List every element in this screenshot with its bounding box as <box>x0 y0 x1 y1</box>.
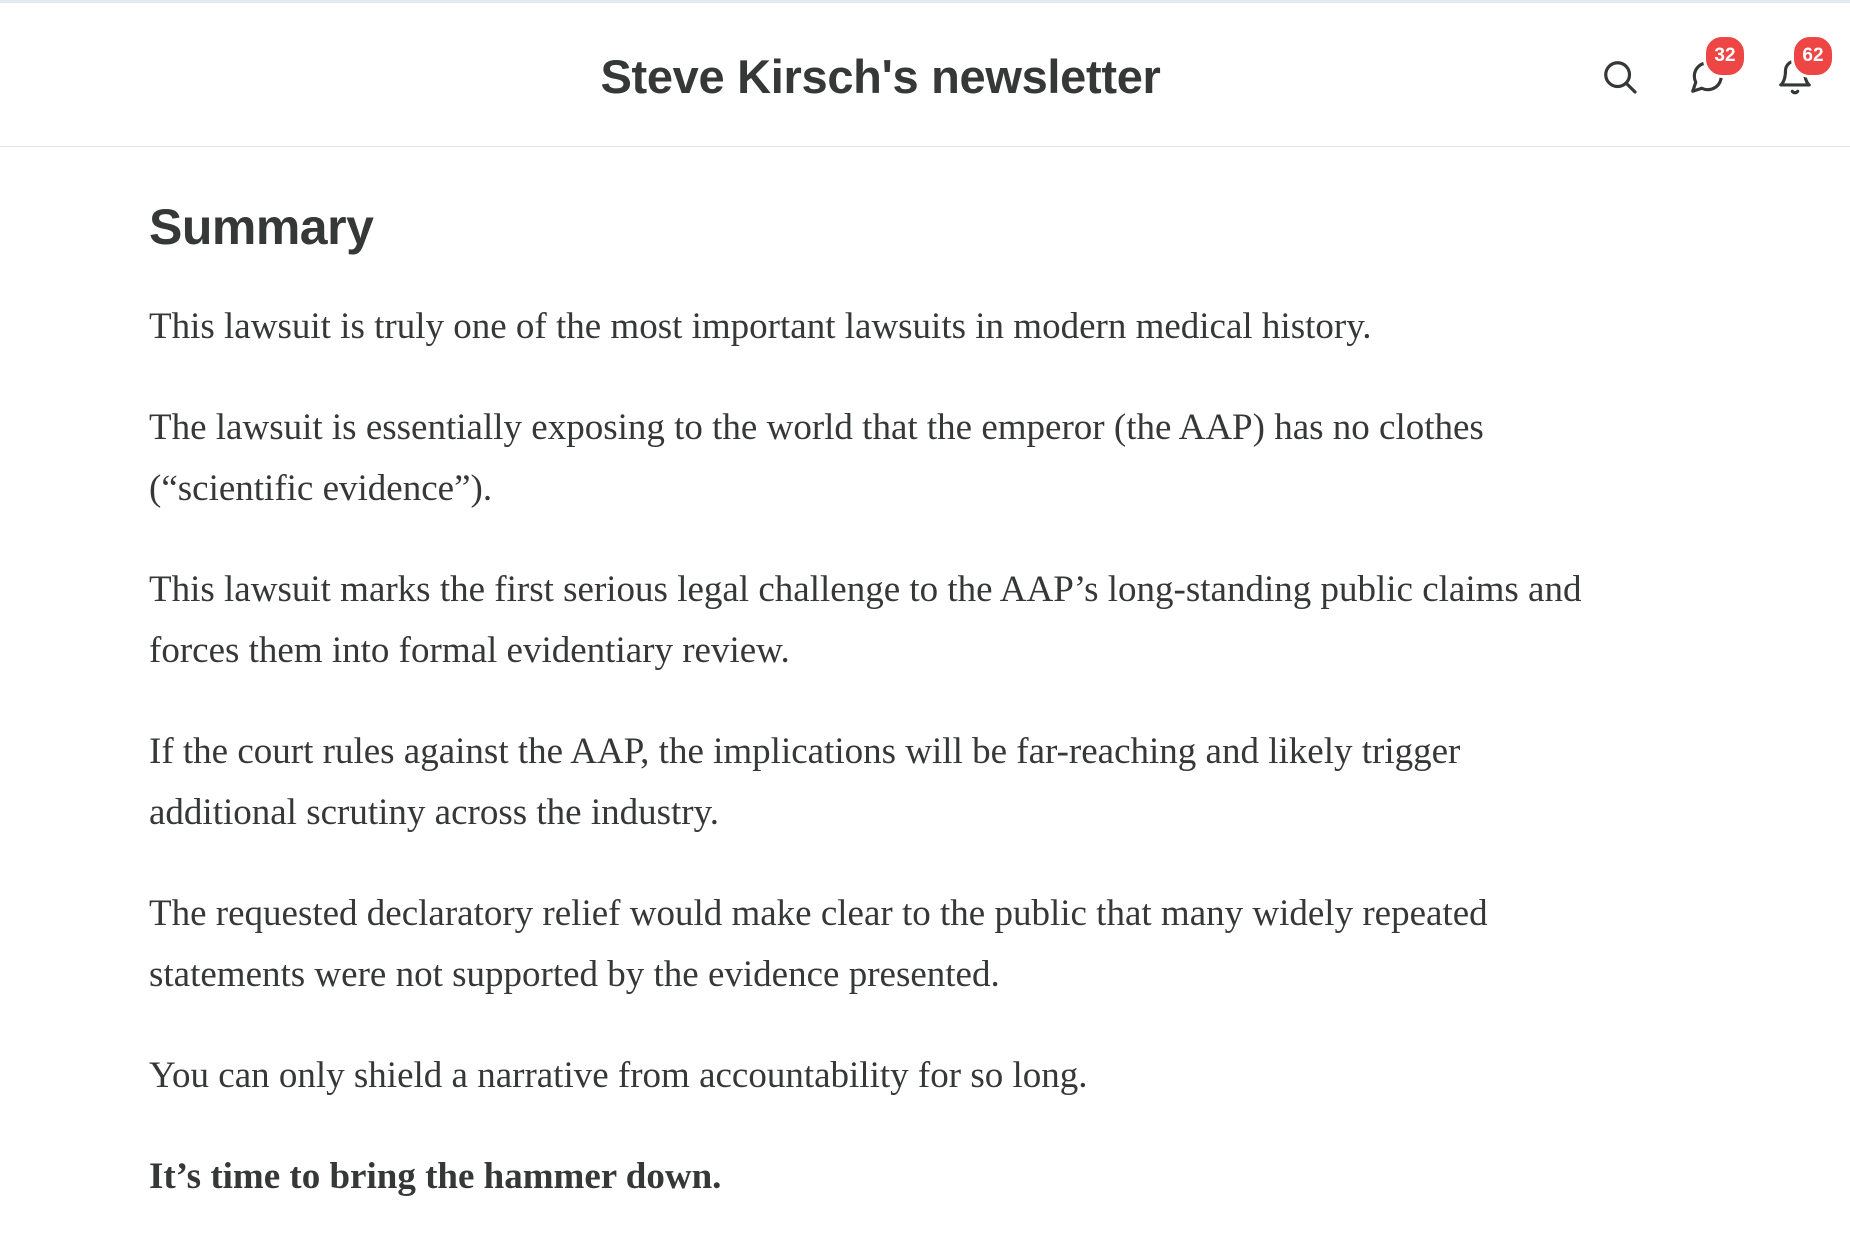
closing-statement: It’s time to bring the hammer down. <box>149 1156 722 1197</box>
paragraph-5: The requested declaratory relief would make clear to the public that many widely repeated statements were not supported by the evidence presented. <box>149 893 1488 995</box>
search-button[interactable] <box>1592 49 1648 105</box>
paragraph-6: You can only shield a narrative from accountability for so long. <box>149 1055 1088 1096</box>
search-icon <box>1601 58 1639 96</box>
article-body <box>149 196 1609 1247</box>
paragraph-4: If the court rules against the AAP, the implications will be far-reaching and likely trigger additional scrutiny across the industry. <box>149 731 1461 833</box>
chat-badge: 32 <box>1703 34 1747 78</box>
paragraph-3: This lawsuit marks the first serious legal challenge to the AAP’s long-standing public claims and forces them into formal evidentiary review. <box>149 569 1582 671</box>
summary-heading: Summary <box>149 199 374 255</box>
paragraph-2: The lawsuit is essentially exposing to the world that the emperor (the AAP) has no clothes (“scientific evidence”). <box>149 407 1484 509</box>
site-title[interactable]: Steve Kirsch's newsletter <box>600 50 1161 103</box>
site-header <box>0 3 1850 147</box>
notifications-button[interactable] <box>1767 45 1824 105</box>
chat-button[interactable] <box>1679 45 1736 105</box>
notifications-badge: 62 <box>1791 34 1835 78</box>
paragraph-1: This lawsuit is truly one of the most important lawsuits in modern medical history. <box>149 306 1372 347</box>
